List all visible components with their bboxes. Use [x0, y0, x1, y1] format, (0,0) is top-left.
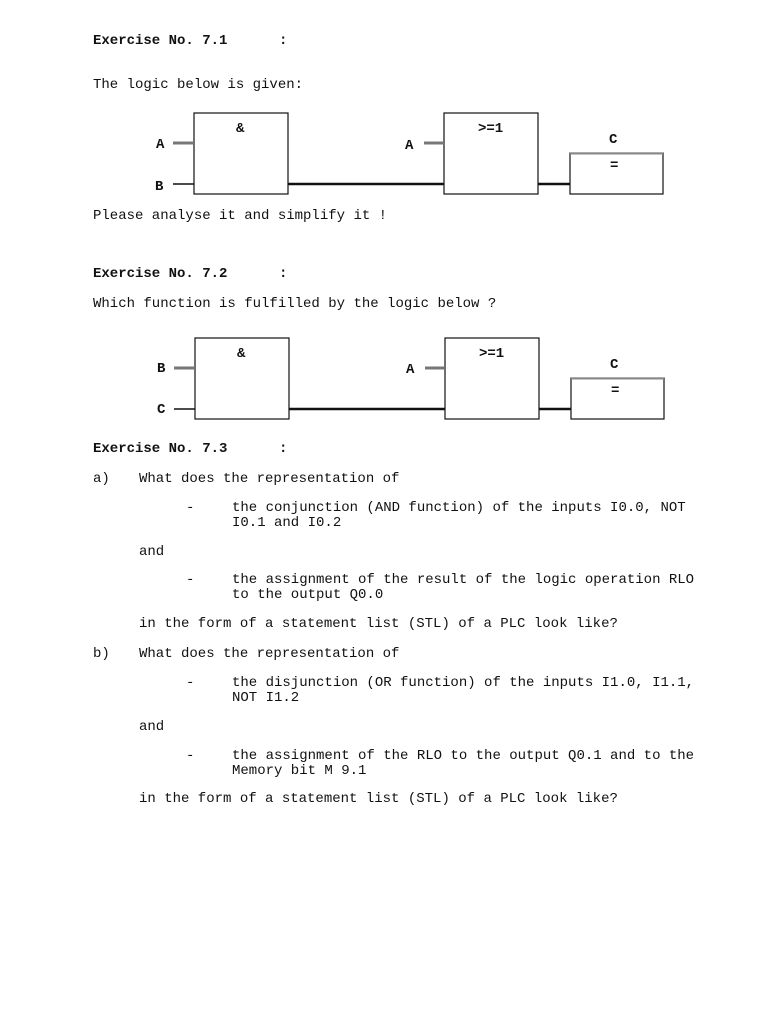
output-coil-1-label: =: [610, 158, 619, 174]
ex1-heading-colon: :: [279, 33, 288, 49]
ex1-heading: Exercise No. 7.1: [93, 33, 228, 49]
ex3-b-item1-line1: the disjunction (OR function) of the inputs I1.0, I1.1,: [232, 675, 695, 691]
logic-diagram-2: [157, 338, 664, 419]
ex3-a-marker: a): [93, 471, 110, 487]
ex3-a-item2-line2: to the output Q0.0: [232, 587, 384, 603]
ex3-heading-colon: :: [279, 441, 288, 457]
or-1-input-label: A: [405, 138, 414, 154]
and-2-input-b-label: B: [157, 361, 166, 377]
ex3-heading: Exercise No. 7.3: [93, 441, 228, 457]
ex3-b-closing: in the form of a statement list (STL) of a PLC look like?: [139, 791, 618, 807]
output-2-name: C: [610, 357, 619, 373]
ex3-a-lead: What does the representation of: [139, 471, 400, 487]
ex2-heading: Exercise No. 7.2: [93, 266, 228, 282]
output-1-name: C: [609, 132, 618, 148]
ex3-b-item2-dash: -: [186, 748, 195, 764]
and-2-input-c-label: C: [157, 402, 166, 418]
ex1-intro: The logic below is given:: [93, 77, 304, 93]
ex3-a-closing: in the form of a statement list (STL) of a PLC look like?: [139, 616, 618, 632]
and-gate-2-label: &: [237, 346, 246, 362]
or-gate-2-label: >=1: [479, 346, 505, 362]
ex3-a-and: and: [139, 544, 165, 560]
ex3-a-item2-line1: the assignment of the result of the logic operation RLO: [232, 572, 695, 588]
ex3-b-and: and: [139, 719, 165, 735]
ex3-a-item1-dash: -: [186, 500, 195, 516]
and-gate-1-label: &: [236, 121, 245, 137]
and-1-input-b-label: B: [155, 179, 164, 195]
ex3-b-item1-dash: -: [186, 675, 195, 691]
ex3-b-item2-line2: Memory bit M 9.1: [232, 763, 367, 779]
logic-diagram-1: [155, 113, 663, 195]
ex3-b-lead: What does the representation of: [139, 646, 400, 662]
ex1-task: Please analyse it and simplify it !: [93, 208, 388, 224]
ex3-b-item1-line2: NOT I1.2: [232, 690, 300, 706]
ex3-a-item2-dash: -: [186, 572, 195, 588]
ex3-b-item2-line1: the assignment of the RLO to the output Q0.1 and to the: [232, 748, 695, 764]
ex3-b-marker: b): [93, 646, 110, 662]
ex3-a-item1-line2: I0.1 and I0.2: [232, 515, 342, 531]
ex3-a-item1-line1: the conjunction (AND function) of the inputs I0.0, NOT: [232, 500, 686, 516]
output-coil-2-label: =: [611, 383, 620, 399]
ex2-question: Which function is fulfilled by the logic below ?: [93, 296, 497, 312]
or-2-input-label: A: [406, 362, 415, 378]
or-gate-1-label: >=1: [478, 121, 504, 137]
ex2-heading-colon: :: [279, 266, 288, 282]
and-1-input-a-label: A: [156, 137, 165, 153]
